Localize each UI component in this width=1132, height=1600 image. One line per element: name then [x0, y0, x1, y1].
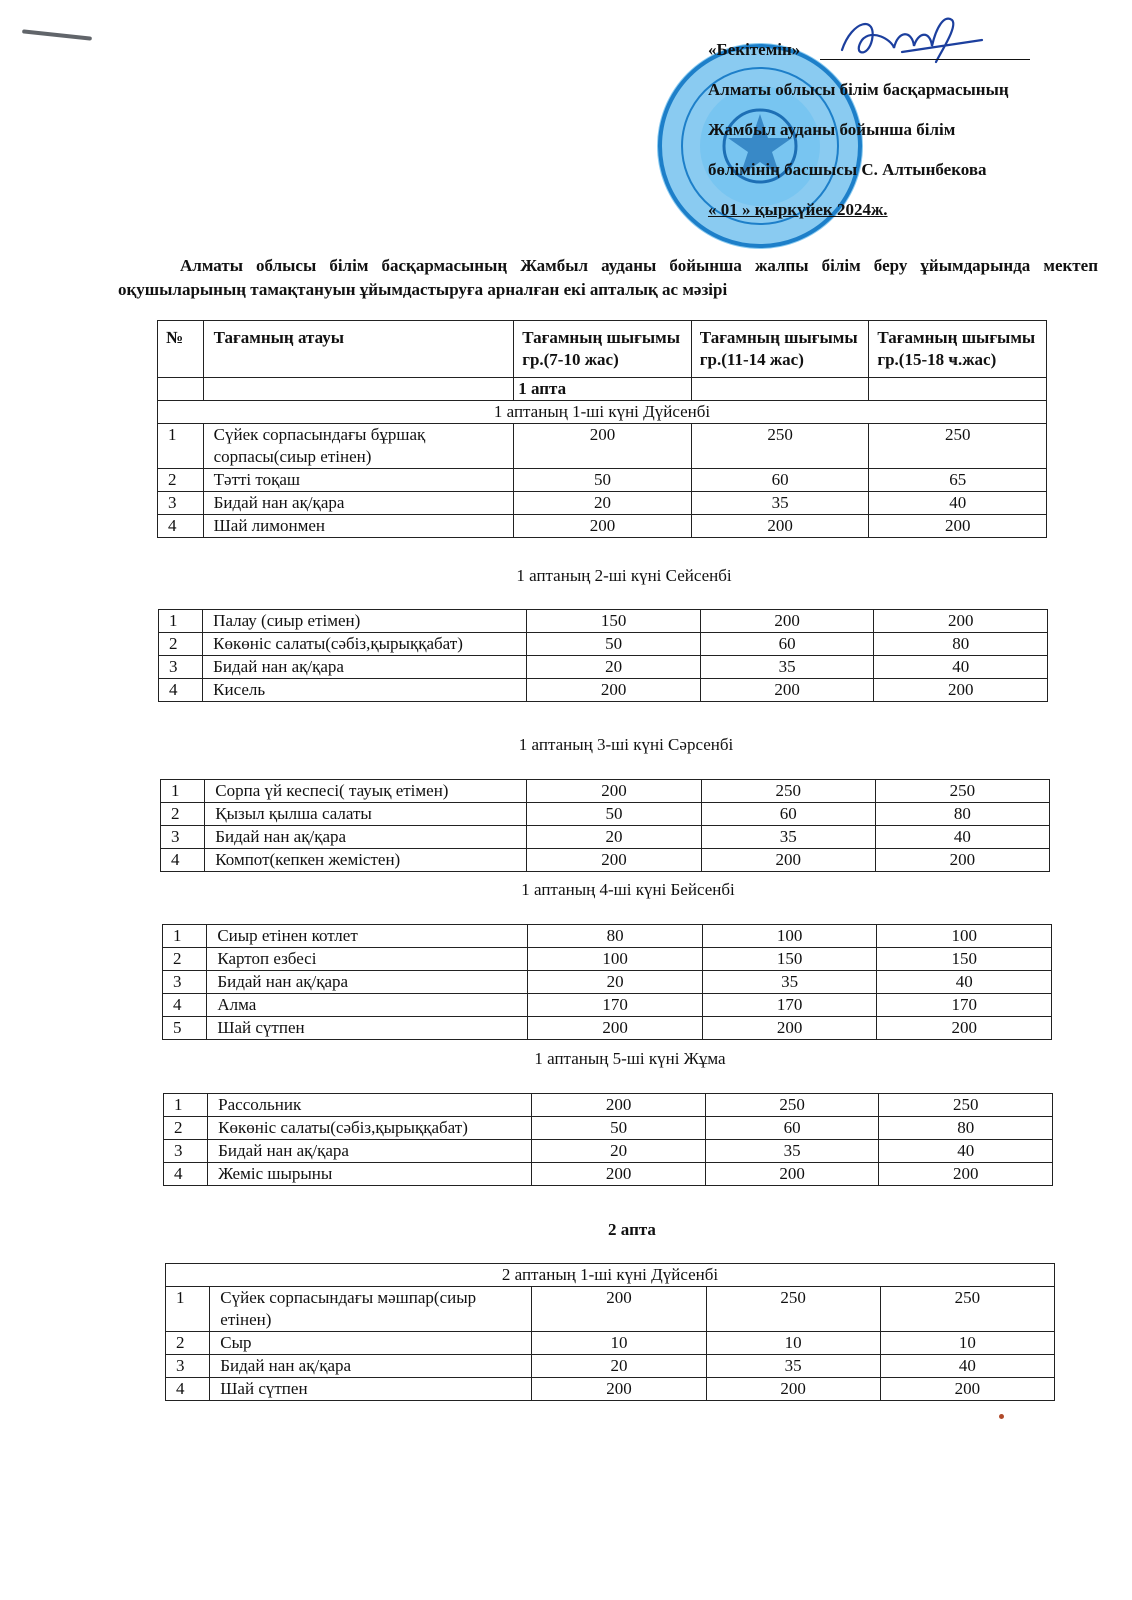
dish-name: Шай сүтпен	[207, 1017, 528, 1040]
table-row	[158, 424, 1047, 469]
row-number: 2	[159, 633, 203, 656]
row-number: 2	[164, 1117, 208, 1140]
approval-line: Алматы облысы білім басқармасының	[708, 80, 1009, 99]
portion-11-14: 100	[702, 925, 877, 948]
menu-table-week1-day4	[162, 924, 1052, 1040]
portion-15-18: 200	[880, 1378, 1054, 1401]
table-row	[161, 803, 1050, 826]
portion-15-18: 10	[880, 1332, 1054, 1355]
portion-15-18: 40	[877, 971, 1052, 994]
portion-7-10: 150	[527, 610, 701, 633]
dish-name: Жеміс шырыны	[208, 1163, 532, 1186]
day-title: 1 аптаның 1-ші күні Дүйсенбі	[158, 401, 1047, 424]
dish-name: Көкөніс салаты(сәбіз,қырыққабат)	[203, 633, 527, 656]
row-number: 5	[163, 1017, 207, 1040]
table-row	[163, 1017, 1052, 1040]
dish-name: Көкөніс салаты(сәбіз,қырыққабат)	[208, 1117, 532, 1140]
dish-name: Шай лимонмен	[203, 515, 514, 538]
portion-7-10: 200	[514, 515, 692, 538]
dish-name: Шай сүтпен	[210, 1378, 532, 1401]
portion-7-10: 80	[528, 925, 703, 948]
row-number: 3	[161, 826, 205, 849]
table-row	[166, 1355, 1055, 1378]
table-row	[158, 492, 1047, 515]
portion-15-18: 80	[875, 803, 1049, 826]
row-number: 1	[161, 780, 205, 803]
approval-heading: «Бекітемін»	[708, 40, 1088, 80]
scan-speck	[999, 1414, 1004, 1419]
row-number: 3	[159, 656, 203, 679]
row-number: 3	[163, 971, 207, 994]
table-row	[164, 1117, 1053, 1140]
day-title: 1 аптаның 3-ші күні Сәрсенбі	[518, 735, 734, 754]
portion-15-18: 200	[874, 610, 1048, 633]
portion-7-10: 100	[528, 948, 703, 971]
portion-7-10: 20	[532, 1355, 706, 1378]
day-rows	[164, 1094, 1053, 1186]
portion-11-14: 200	[705, 1163, 879, 1186]
portion-7-10: 20	[527, 826, 701, 849]
dish-name: Алма	[207, 994, 528, 1017]
portion-7-10: 20	[532, 1140, 706, 1163]
portion-7-10: 200	[527, 780, 701, 803]
table-row	[163, 994, 1052, 1017]
table-row	[164, 1140, 1053, 1163]
dish-name: Бидай нан ақ/қара	[205, 826, 527, 849]
approval-date: « 01 » қыркүйек 2024ж.	[708, 200, 888, 219]
portion-15-18: 200	[869, 515, 1047, 538]
portion-15-18: 250	[875, 780, 1049, 803]
row-number: 4	[161, 849, 205, 872]
day-rows	[161, 780, 1050, 872]
portion-11-14: 250	[691, 424, 869, 469]
portion-15-18: 100	[877, 925, 1052, 948]
day-title: 1 аптаның 5-ші күні Жұма	[534, 1049, 726, 1068]
portion-7-10: 50	[514, 469, 692, 492]
dish-name: Сүйек сорпасындағы бұршақ сорпасы(сиыр етінен)	[203, 424, 514, 469]
menu-table-week1-day5	[163, 1093, 1053, 1186]
dish-name: Палау (сиыр етімен)	[203, 610, 527, 633]
portion-15-18: 150	[877, 948, 1052, 971]
approval-line: Жамбыл ауданы бойынша білім	[708, 120, 956, 139]
table-row	[159, 679, 1048, 702]
portion-7-10: 200	[528, 1017, 703, 1040]
row-number: 2	[158, 469, 204, 492]
portion-11-14: 60	[700, 633, 874, 656]
column-header-portion-11-14: Тағамның шығымы гр.(11-14 жас)	[691, 321, 869, 378]
portion-11-14: 10	[706, 1332, 880, 1355]
portion-11-14: 200	[701, 849, 875, 872]
portion-11-14: 200	[706, 1378, 880, 1401]
row-number: 4	[164, 1163, 208, 1186]
table-header-row	[158, 321, 1047, 378]
row-number: 2	[161, 803, 205, 826]
portion-15-18: 40	[879, 1140, 1053, 1163]
table-row	[166, 1332, 1055, 1355]
portion-15-18: 40	[875, 826, 1049, 849]
portion-7-10: 20	[527, 656, 701, 679]
day-title: 1 аптаның 2-ші күні Сейсенбі	[516, 566, 732, 585]
row-number: 1	[163, 925, 207, 948]
portion-15-18: 80	[874, 633, 1048, 656]
portion-11-14: 60	[705, 1117, 879, 1140]
portion-11-14: 35	[700, 656, 874, 679]
day-rows	[163, 925, 1052, 1040]
column-header-portion-15-18: Тағамның шығымы гр.(15-18 ҹ.жас)	[869, 321, 1047, 378]
week-label-row	[158, 378, 1047, 401]
dish-name: Бидай нан ақ/қара	[203, 492, 514, 515]
table-row	[159, 610, 1048, 633]
portion-11-14: 250	[701, 780, 875, 803]
portion-7-10: 170	[528, 994, 703, 1017]
portion-11-14: 150	[702, 948, 877, 971]
dish-name: Бидай нан ақ/қара	[207, 971, 528, 994]
portion-7-10: 200	[532, 1163, 706, 1186]
portion-11-14: 60	[701, 803, 875, 826]
table-row	[158, 469, 1047, 492]
table-row	[164, 1163, 1053, 1186]
portion-11-14: 200	[691, 515, 869, 538]
portion-15-18: 40	[880, 1355, 1054, 1378]
dish-name: Картоп езбесі	[207, 948, 528, 971]
dish-name: Бидай нан ақ/қара	[210, 1355, 532, 1378]
portion-7-10: 200	[532, 1094, 706, 1117]
day-rows	[166, 1287, 1055, 1401]
portion-15-18: 200	[874, 679, 1048, 702]
row-number: 4	[159, 679, 203, 702]
portion-7-10: 50	[532, 1117, 706, 1140]
portion-15-18: 40	[869, 492, 1047, 515]
row-number: 4	[166, 1378, 210, 1401]
table-row	[164, 1094, 1053, 1117]
portion-11-14: 170	[702, 994, 877, 1017]
menu-table-week2-day1	[165, 1263, 1055, 1401]
week-label: 2 апта	[608, 1220, 656, 1239]
table-row	[161, 826, 1050, 849]
day-rows	[158, 424, 1047, 538]
portion-7-10: 200	[527, 679, 701, 702]
dish-name: Компот(кепкен жемістен)	[205, 849, 527, 872]
portion-15-18: 80	[879, 1117, 1053, 1140]
portion-7-10: 200	[532, 1378, 706, 1401]
portion-11-14: 60	[691, 469, 869, 492]
portion-11-14: 200	[700, 679, 874, 702]
dish-name: Сүйек сорпасындағы мәшпар(сиыр етінен)	[210, 1287, 532, 1332]
portion-7-10: 20	[514, 492, 692, 515]
document-title: Алматы облысы білім басқармасының Жамбыл ауданы бойынша жалпы білім беру ұйымдарында мектеп оқушыларының тамақтануын ұйымдастыруға арналған екі апталық ас мәзірі	[118, 256, 1098, 299]
portion-11-14: 250	[706, 1287, 880, 1332]
portion-7-10: 50	[527, 633, 701, 656]
menu-table-week1-day1	[157, 320, 1047, 538]
dish-name: Бидай нан ақ/қара	[203, 656, 527, 679]
row-number: 2	[163, 948, 207, 971]
day-rows	[159, 610, 1048, 702]
row-number: 4	[158, 515, 204, 538]
scan-artifact	[22, 29, 92, 40]
portion-7-10: 10	[532, 1332, 706, 1355]
portion-11-14: 35	[705, 1140, 879, 1163]
day-title-row	[166, 1264, 1055, 1287]
portion-11-14: 200	[702, 1017, 877, 1040]
portion-7-10: 200	[532, 1287, 706, 1332]
row-number: 4	[163, 994, 207, 1017]
column-header-number: №	[158, 321, 204, 378]
dish-name: Кисель	[203, 679, 527, 702]
dish-name: Тәтті тоқаш	[203, 469, 514, 492]
row-number: 1	[164, 1094, 208, 1117]
table-row	[166, 1287, 1055, 1332]
row-number: 3	[164, 1140, 208, 1163]
dish-name: Сыр	[210, 1332, 532, 1355]
dish-name: Сиыр етінен котлет	[207, 925, 528, 948]
portion-11-14: 200	[700, 610, 874, 633]
portion-7-10: 50	[527, 803, 701, 826]
portion-7-10: 200	[514, 424, 692, 469]
row-number: 1	[166, 1287, 210, 1332]
table-row	[163, 925, 1052, 948]
table-row	[161, 849, 1050, 872]
table-row	[163, 948, 1052, 971]
dish-name: Бидай нан ақ/қара	[208, 1140, 532, 1163]
menu-table-week1-day2	[158, 609, 1048, 702]
portion-11-14: 35	[706, 1355, 880, 1378]
portion-15-18: 200	[877, 1017, 1052, 1040]
portion-7-10: 200	[527, 849, 701, 872]
portion-15-18: 250	[879, 1094, 1053, 1117]
table-row	[166, 1378, 1055, 1401]
table-row	[158, 515, 1047, 538]
portion-11-14: 35	[691, 492, 869, 515]
row-number: 1	[159, 610, 203, 633]
table-row	[163, 971, 1052, 994]
dish-name: Сорпа үй кеспесі( тауық етімен)	[205, 780, 527, 803]
day-title-row	[158, 401, 1047, 424]
portion-15-18: 200	[879, 1163, 1053, 1186]
column-header-portion-7-10: Тағамның шығымы гр.(7-10 жас)	[514, 321, 692, 378]
portion-11-14: 35	[702, 971, 877, 994]
portion-11-14: 250	[705, 1094, 879, 1117]
table-row	[159, 656, 1048, 679]
row-number: 3	[158, 492, 204, 515]
row-number: 2	[166, 1332, 210, 1355]
week-label: 1 апта	[514, 378, 692, 401]
day-title: 2 аптаның 1-ші күні Дүйсенбі	[166, 1264, 1055, 1287]
portion-15-18: 250	[869, 424, 1047, 469]
table-row	[161, 780, 1050, 803]
dish-name: Рассольник	[208, 1094, 532, 1117]
portion-11-14: 35	[701, 826, 875, 849]
table-row	[159, 633, 1048, 656]
row-number: 1	[158, 424, 204, 469]
row-number: 3	[166, 1355, 210, 1378]
column-header-dish-name: Тағамның атауы	[203, 321, 514, 378]
portion-15-18: 200	[875, 849, 1049, 872]
dish-name: Қызыл қылша салаты	[205, 803, 527, 826]
portion-15-18: 250	[880, 1287, 1054, 1332]
portion-7-10: 20	[528, 971, 703, 994]
day-title: 1 аптаның 4-ші күні Бейсенбі	[521, 880, 735, 899]
portion-15-18: 40	[874, 656, 1048, 679]
portion-15-18: 170	[877, 994, 1052, 1017]
approval-line: бөлімінің басшысы С. Алтынбекова	[708, 160, 987, 179]
portion-15-18: 65	[869, 469, 1047, 492]
approval-block	[708, 40, 1088, 240]
menu-table-week1-day3	[160, 779, 1050, 872]
